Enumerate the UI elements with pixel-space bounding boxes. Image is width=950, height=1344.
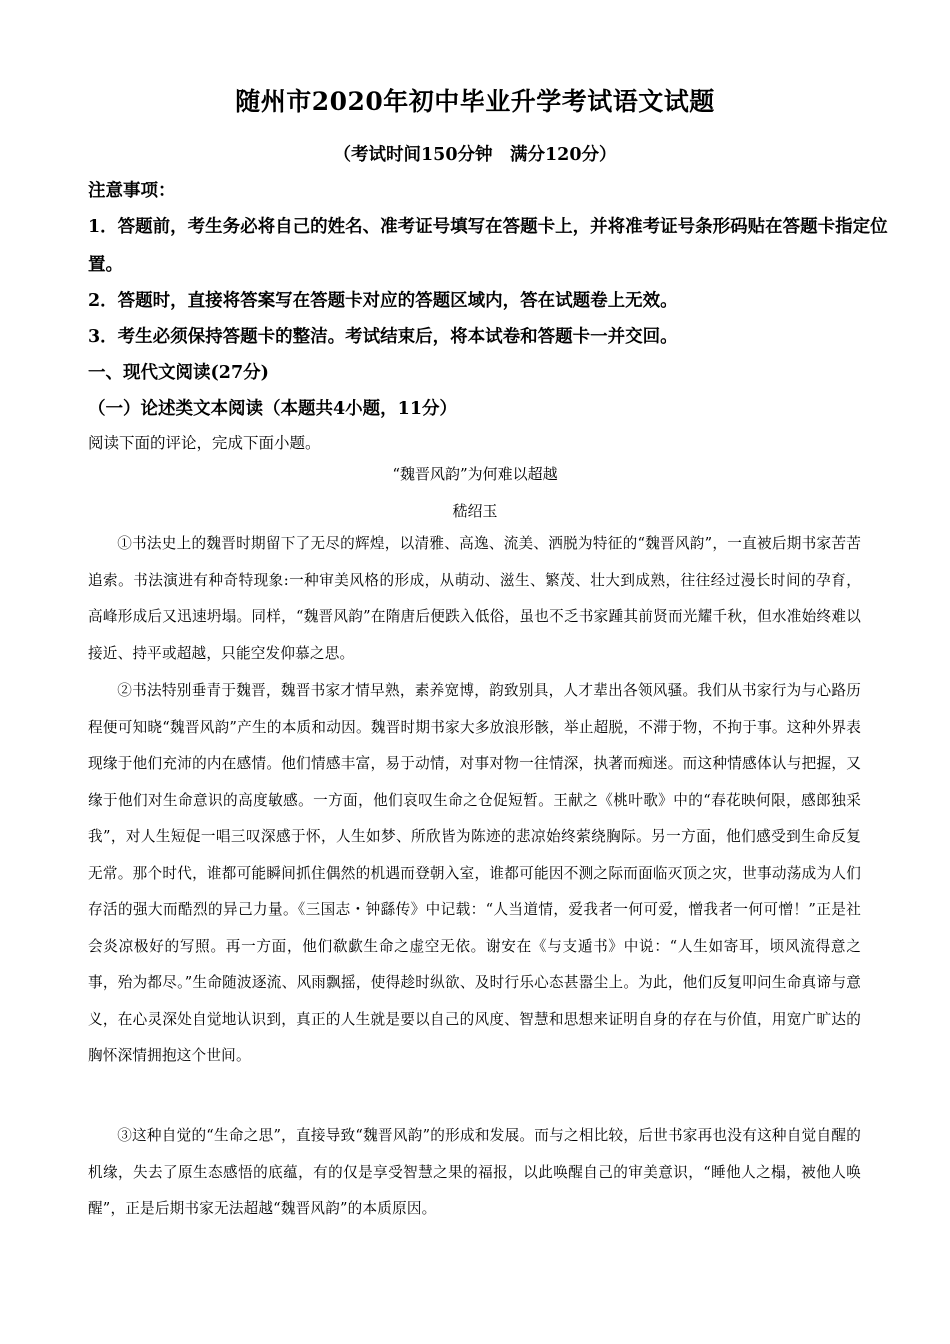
section-heading: 一、现代文阅读(27分) [88,363,269,383]
section-subheading: （一）论述类文本阅读（本题共4小题，11分） [88,399,458,419]
exam-subtitle: （考试时间150分钟 满分120分） [333,145,617,165]
reading-instruction: 阅读下面的评论，完成下面小题。 [88,434,321,452]
notice-item-3: 3．考生必须保持答题卡的整洁。考试结束后，将本试卷和答题卡一并交回。 [88,327,678,347]
notice-item-1: 1．答题前，考生务必将自己的姓名、准考证号填写在答题卡上，并将准考证号条形码贴在答题卡指定位置。 [88,217,888,275]
notice-heading: 注意事项： [88,181,176,201]
article-author: 嵇绍玉 [452,502,498,520]
exam-title: 随州市2020年初中毕业升学考试语文试题 [235,87,715,116]
article-paragraph-3: ③这种自觉的“生命之思”，直接导致“魏晋风韵”的形成和发展。而与之相比较，后世书家再也没有这种自觉自醒的机缘，失去了原生态感悟的底蕴，有的仅是享受智慧之果的福报，以此唤醒自己的审美意识，“睡他人之榻，被他人唤醒”，正是后期书家无法超越“魏晋风韵”的本质原因。 [88,1127,861,1217]
article-title: “魏晋风韵”为何难以超越 [392,465,558,483]
article-paragraph-1: ①书法史上的魏晋时期留下了无尽的辉煌，以清雅、高逸、流美、洒脱为特征的“魏晋风韵”，一直被后期书家苦苦追索。书法演进有种奇特现象:一种审美风格的形成，从萌动、滋生、繁茂、壮大到成熟，往往经过漫长时间的孕育，高峰形成后又迅速坍塌。同样，“魏晋风韵”在隋唐后便跌入低俗，虽也不乏书家踵其前贤而光耀千秋，但水准始终难以接近、持平或超越，只能空发仰慕之思。 [88,535,861,662]
article-paragraph-2: ②书法特别垂青于魏晋，魏晋书家才情早熟，素养宽博，韵致别具，人才辈出各领风骚。我们从书家行为与心路历程便可知晓“魏晋风韵”产生的本质和动因。魏晋时期书家大多放浪形骸，举止超脱，不滞于物，不拘于事。这种外界表现缘于他们充沛的内在感情。他们情感丰富，易于动情，对事对物一往情深，执著而痴迷。而这种情感体认与把握，又缘于他们对生命意识的高度敏感。一方面，他们哀叹生命之仓促短暂。王献之《桃叶歌》中的“春花映何限，感郎独采我”，对人生短促一唱三叹深感于怀，人生如梦、所欣皆为陈迹的悲凉始终萦绕胸际。另一方面，他们感受到生命反复无常。那个时代，谁都可能瞬间抓住偶然的机遇而登朝入室，谁都可能因不测之际而面临灭顶之灾，世事动荡成为人们存活的强大而酷烈的异己力量。《三国志・钟繇传》中记载：“人当道情，爱我者一何可爱，憎我者一何可憎！”正是社会炎凉极好的写照。再一方面，他们欷歔生命之虚空无依。谢安在《与支遁书》中说：“人生如寄耳，顷风流得意之事，殆为都尽。”生命随波逐流、风雨飘摇，使得趁时纵欲、及时行乐心态甚嚣尘上。为此，他们反复叩问生命真谛与意义，在心灵深处自觉地认识到，真正的人生就是要以自己的风度、智慧和思想来证明自身的存在与价值，用宽广旷达的胸怀深情拥抱这个世间。 [88,682,861,1064]
notice-item-2: 2．答题时，直接将答案写在答题卡对应的答题区域内，答在试题卷上无效。 [88,291,678,311]
